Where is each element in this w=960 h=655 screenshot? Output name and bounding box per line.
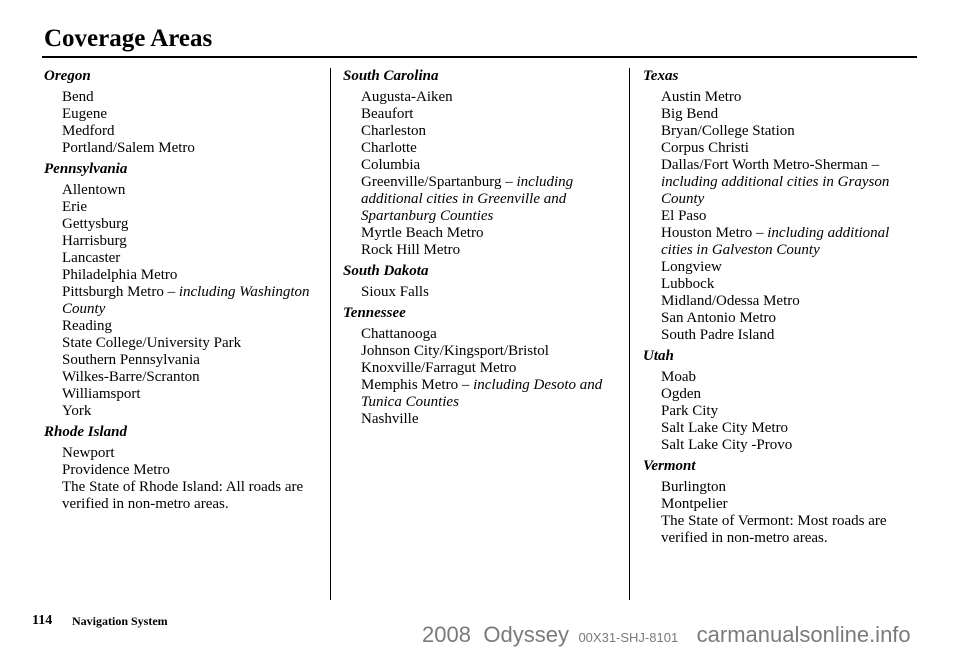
city-item: Erie <box>62 199 87 215</box>
city-item: Sioux Falls <box>361 284 429 300</box>
city-item: Salt Lake City Metro <box>661 420 789 436</box>
watermark-site: carmanualsonline.info <box>696 622 911 647</box>
footer-label: Navigation System <box>72 614 168 628</box>
city-item: Eugene <box>62 106 107 122</box>
city-item: Williamsport <box>62 386 141 402</box>
city-list <box>343 89 623 259</box>
city-item: Harrisburg <box>62 233 127 249</box>
city-item: Austin Metro <box>661 89 742 105</box>
city-note: including additional cities in Greenville and Spartanburg Counties <box>361 174 574 224</box>
city-item: Burlington <box>661 479 727 495</box>
city-item: The State of Vermont: Most roads are verified in non-metro areas. <box>661 513 887 546</box>
city-item: Gettysburg <box>62 216 129 232</box>
watermark-code: 00X31-SHJ-8101 <box>578 630 679 645</box>
state-heading: Texas <box>643 68 679 84</box>
state-heading: Vermont <box>643 458 696 474</box>
column-divider <box>330 68 331 600</box>
city-item: State College/University Park <box>62 335 242 351</box>
city-item: Philadelphia Metro <box>62 267 178 283</box>
city-item: Knoxville/Farragut Metro <box>361 360 517 376</box>
state-heading: Utah <box>643 348 674 364</box>
city-item: Reading <box>62 318 112 334</box>
city-list <box>643 89 923 344</box>
city-list <box>643 479 923 547</box>
title-rule <box>42 56 917 58</box>
city-list <box>343 326 623 428</box>
city-item: Myrtle Beach Metro <box>361 225 484 241</box>
city-item: Midland/Odessa Metro <box>661 293 800 309</box>
city-name: Memphis Metro – <box>361 377 474 393</box>
city-item: Lubbock <box>661 276 715 292</box>
city-name: Dallas/Fort Worth Metro-Sherman – <box>661 157 880 173</box>
page-number: 114 <box>32 613 53 628</box>
city-item: Longview <box>661 259 722 275</box>
page-title: Coverage Areas <box>44 25 213 52</box>
column-divider <box>629 68 630 600</box>
city-item: Southern Pennsylvania <box>62 352 200 368</box>
city-item <box>361 174 623 225</box>
city-item: South Padre Island <box>661 327 775 343</box>
city-item: Montpelier <box>661 496 728 512</box>
city-note: including additional cities in Galveston County <box>661 225 890 258</box>
city-list <box>44 445 324 513</box>
watermark-model: Odyssey <box>483 622 569 647</box>
city-note: including Desoto and Tunica Counties <box>361 377 603 410</box>
city-item: York <box>62 403 92 419</box>
city-item: Chattanooga <box>361 326 437 342</box>
city-item: Wilkes-Barre/Scranton <box>62 369 200 385</box>
city-item: Rock Hill Metro <box>361 242 461 258</box>
city-item: Augusta-Aiken <box>361 89 453 105</box>
city-item: Park City <box>661 403 719 419</box>
watermark <box>422 622 911 648</box>
state-heading: Rhode Island <box>44 424 127 440</box>
coverage-column-1 <box>44 68 324 516</box>
state-heading: South Dakota <box>343 263 429 279</box>
city-item: The State of Rhode Island: All roads are verified in non-metro areas. <box>62 479 304 512</box>
watermark-year: 2008 <box>422 622 471 647</box>
city-name: Greenville/Spartanburg – <box>361 174 517 190</box>
city-item: Bend <box>62 89 94 105</box>
state-heading: South Carolina <box>343 68 439 84</box>
city-item: Big Bend <box>661 106 719 122</box>
city-item: Portland/Salem Metro <box>62 140 195 156</box>
city-note: including Washington County <box>62 284 310 317</box>
coverage-column-2 <box>343 68 623 431</box>
state-heading: Pennsylvania <box>44 161 128 177</box>
city-item <box>62 284 324 318</box>
city-item: Corpus Christi <box>661 140 749 156</box>
city-item: Columbia <box>361 157 421 173</box>
city-item: Lancaster <box>62 250 121 266</box>
city-list <box>44 182 324 420</box>
city-item: Allentown <box>62 182 126 198</box>
city-list <box>44 89 324 157</box>
city-note: including additional cities in Grayson County <box>661 174 890 207</box>
city-item: Bryan/College Station <box>661 123 795 139</box>
state-heading: Oregon <box>44 68 91 84</box>
city-item: Ogden <box>661 386 701 402</box>
state-heading: Tennessee <box>343 305 406 321</box>
city-item: Beaufort <box>361 106 414 122</box>
city-item: San Antonio Metro <box>661 310 776 326</box>
city-item: Providence Metro <box>62 462 170 478</box>
city-item <box>661 157 923 174</box>
city-item: Salt Lake City -Provo <box>661 437 793 453</box>
city-item: Johnson City/Kingsport/Bristol <box>361 343 549 359</box>
city-name: Pittsburgh Metro – <box>62 284 179 300</box>
city-list <box>643 369 923 454</box>
city-item: Charlotte <box>361 140 417 156</box>
city-item: Newport <box>62 445 115 461</box>
city-item: El Paso <box>661 208 707 224</box>
city-item <box>661 225 923 259</box>
city-name: Houston Metro – <box>661 225 768 241</box>
city-item: Charleston <box>361 123 426 139</box>
city-item: Nashville <box>361 411 419 427</box>
city-item <box>361 377 623 411</box>
city-item: Moab <box>661 369 696 385</box>
city-list <box>343 284 623 301</box>
coverage-column-3 <box>643 68 923 550</box>
city-item: Medford <box>62 123 115 139</box>
